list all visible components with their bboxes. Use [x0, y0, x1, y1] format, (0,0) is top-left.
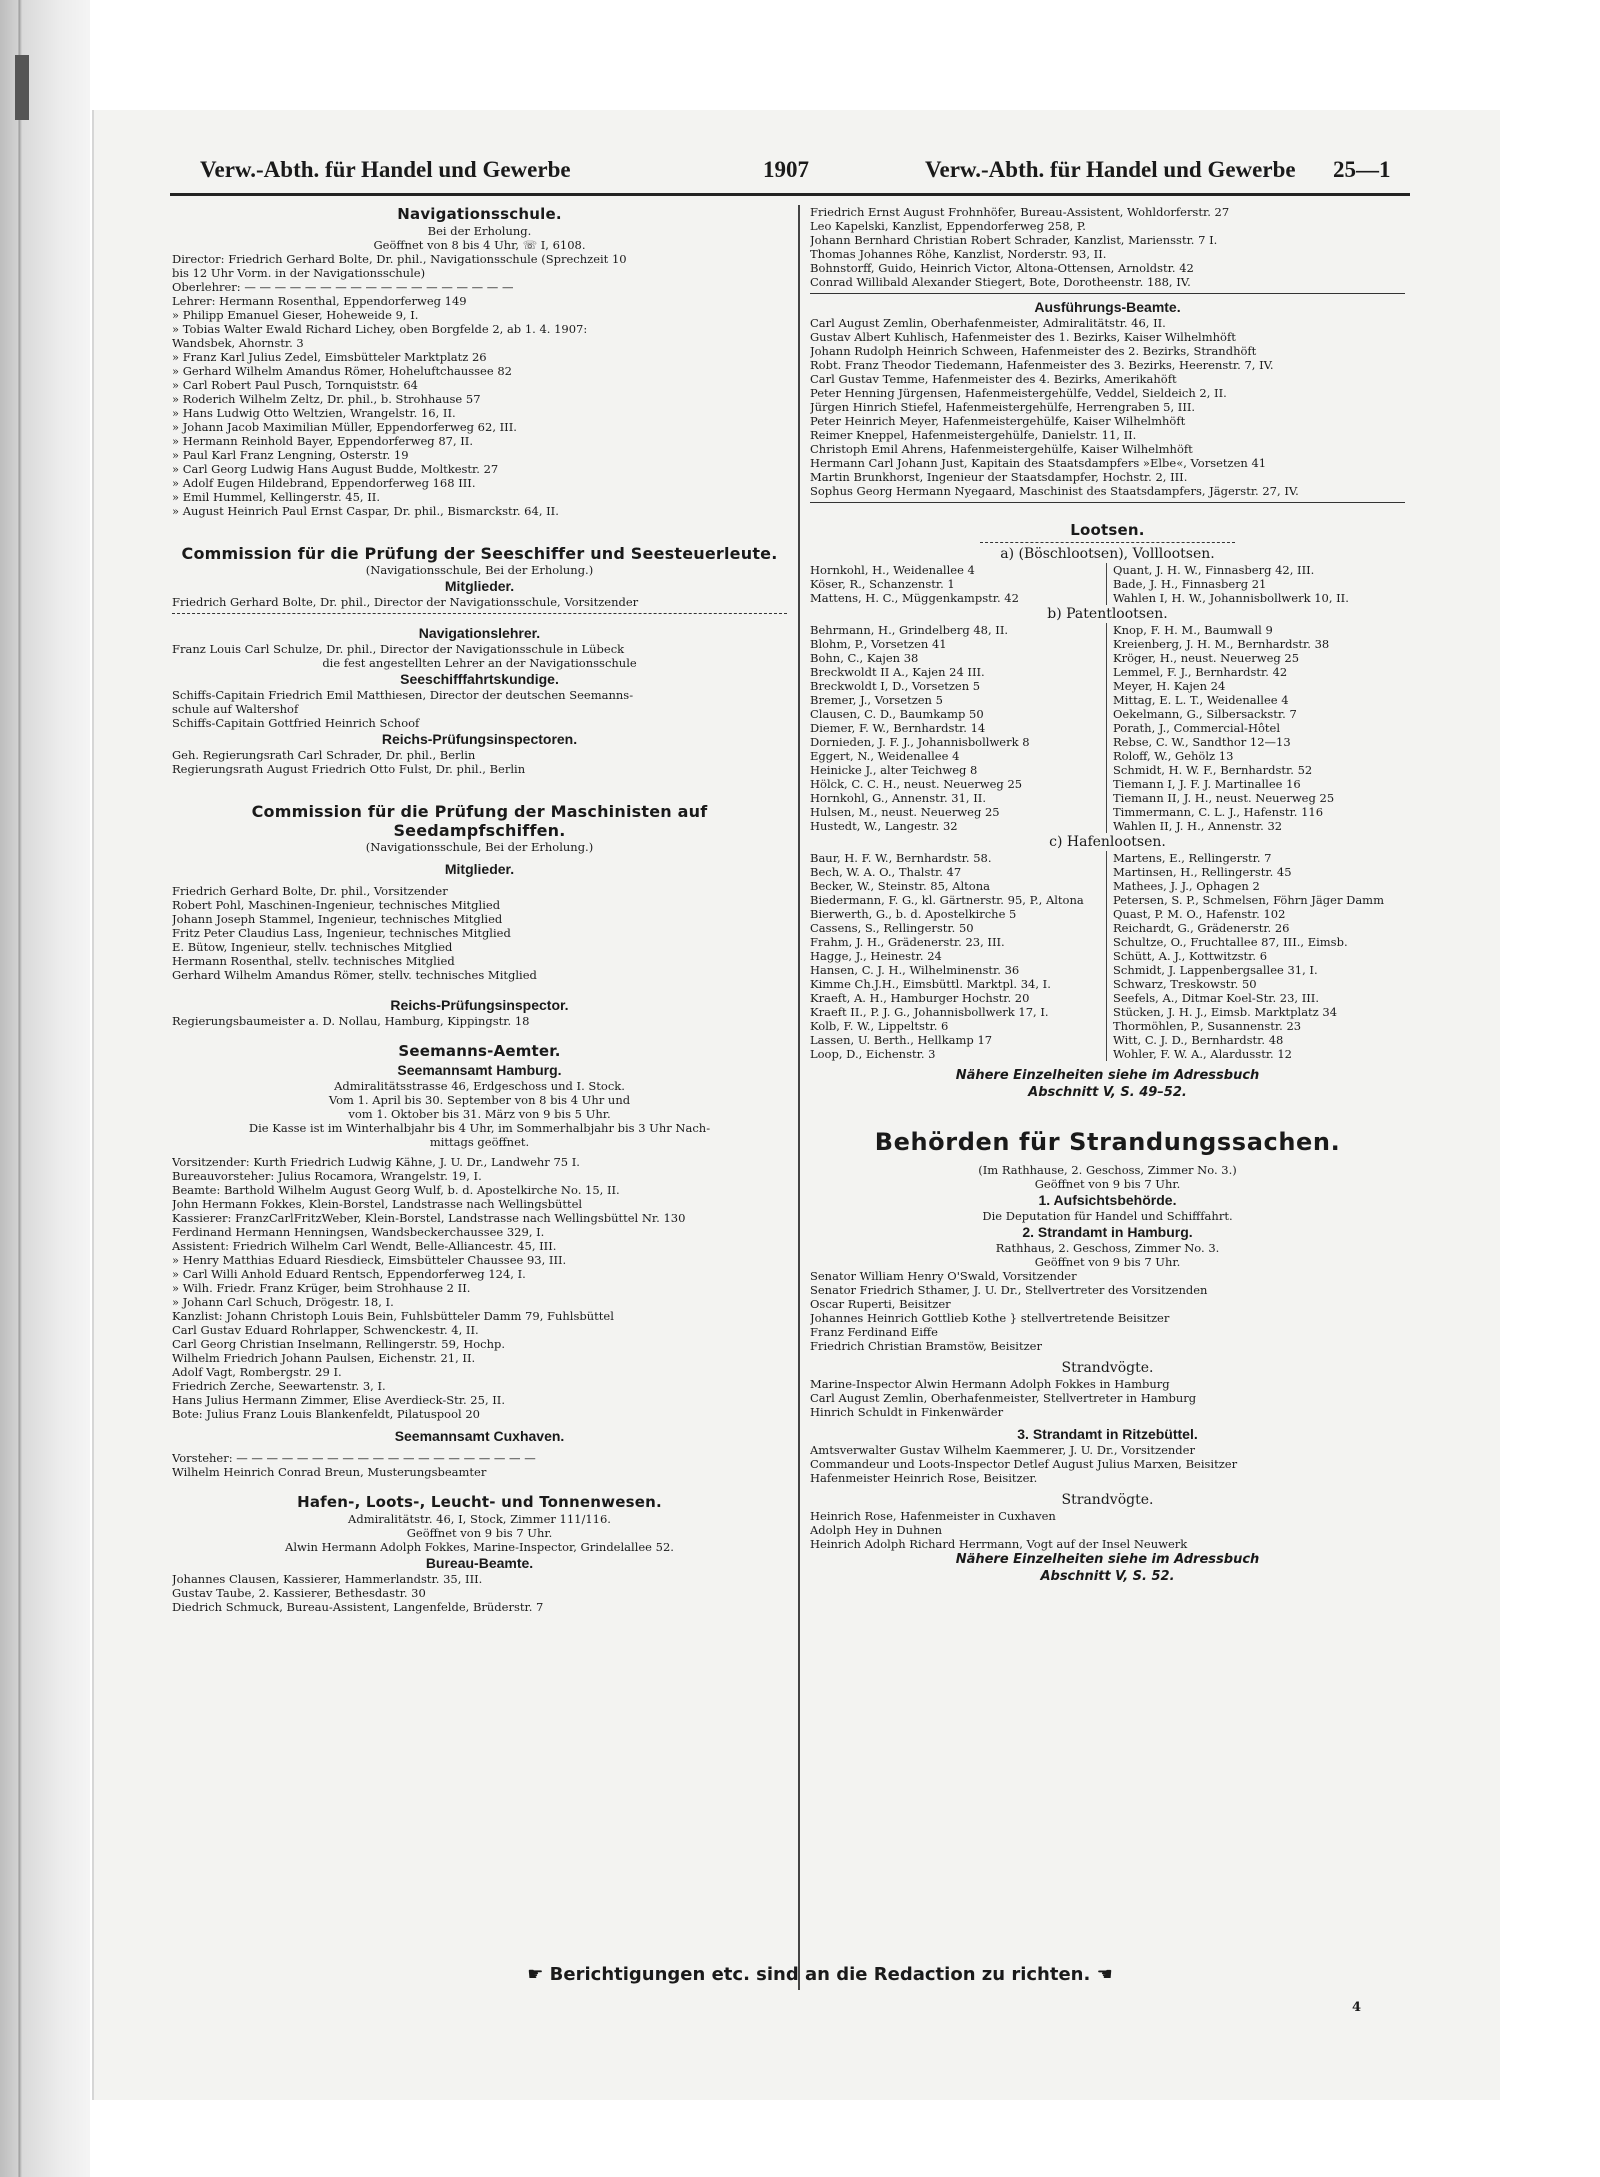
- footer-notice: ☛ Berichtigungen etc. sind an die Redaction zu richten. ☚: [527, 1964, 1113, 1985]
- info-line: Die Kasse ist im Winterhalbjahr bis 4 Uhr, im Sommerhalbjahr bis 3 Uhr Nach-: [248, 1121, 711, 1135]
- list-item: E. Bütow, Ingenieur, stellv. technisches Mitglied: [172, 940, 453, 954]
- bureau-beamte-title: Bureau-Beamte.: [425, 1555, 534, 1571]
- list-item: Johann Bernhard Christian Robert Schrader, Kanzlist, Mariensstr. 7 I.: [810, 233, 1218, 247]
- list-item: Johann Rudolph Heinrich Schween, Hafenmeister des 2. Bezirks, Strandhöft: [810, 344, 1257, 358]
- section-rule: [810, 293, 1405, 294]
- list-item: Kraeft II., P. J. G., Johannisbollwerk 17, I.: [810, 1005, 1049, 1019]
- list-item: Behrmann, H., Grindelberg 48, II.: [810, 623, 1009, 637]
- list-item: Knop, F. H. M., Baumwall 9: [1113, 623, 1273, 637]
- list-item: Witt, C. J. D., Bernhardstr. 48: [1113, 1033, 1284, 1047]
- list-item: Leo Kapelski, Kanzlist, Eppendorferweg 258, P.: [810, 219, 1086, 233]
- list-item: Tiemann II, J. H., neust. Neuerweg 25: [1113, 791, 1335, 805]
- list-item: Reimer Kneppel, Hafenmeistergehülfe, Danielstr. 11, II.: [810, 428, 1137, 442]
- info-line: Geöffnet von 9 bis 7 Uhr.: [1034, 1177, 1181, 1191]
- list-item: Carl August Zemlin, Oberhafenmeister, Admiralitätstr. 46, II.: [810, 316, 1166, 330]
- list-item: Wandsbek, Ahornstr. 3: [172, 336, 304, 350]
- list-item: » Emil Hummel, Kellingerstr. 45, II.: [172, 490, 380, 504]
- list-item: Petersen, S. P., Schmelsen, Föhrn Jäger Damm: [1113, 893, 1384, 907]
- list-item: Eggert, N., Weidenallee 4: [810, 749, 960, 763]
- seemannsamt-cuxhaven-title: Seemannsamt Cuxhaven.: [394, 1428, 565, 1444]
- list-item: Kraeft, A. H., Hamburger Hochstr. 20: [810, 991, 1030, 1005]
- list-item: Becker, W., Steinstr. 85, Altona: [810, 879, 990, 893]
- header-year: 1907: [763, 157, 809, 182]
- list-item: Schütt, A. J., Kottwitzstr. 6: [1113, 949, 1268, 963]
- list-item: schule auf Waltershof: [172, 702, 299, 716]
- list-item: Adolph Hey in Duhnen: [810, 1523, 943, 1537]
- list-item: Martin Brunkhorst, Ingenieur der Staatsdampfer, Hochstr. 2, III.: [810, 470, 1188, 484]
- page-number: 4: [1352, 2000, 1362, 2015]
- column-divider: [798, 205, 800, 1990]
- list-item: Kimme Ch.J.H., Eimsbüttl. Marktpl. 34, I.: [810, 977, 1051, 991]
- list-item: Martinsen, H., Rellingerstr. 45: [1113, 865, 1292, 879]
- commission-location: (Navigationsschule, Bei der Erholung.): [365, 563, 594, 577]
- list-item: Hustedt, W., Langestr. 32: [810, 819, 958, 833]
- list-item: Hagge, J., Heinestr. 24: [810, 949, 942, 963]
- list-item: Roloff, W., Gehölz 13: [1113, 749, 1234, 763]
- lootsen-note: Nähere Einzelheiten siehe im Adressbuch: [955, 1068, 1260, 1083]
- list-item: Quant, J. H. W., Finnasberg 42, III.: [1113, 563, 1315, 577]
- list-item: Dornieden, J. F. J., Johannisbollwerk 8: [810, 735, 1030, 749]
- list-item: Sophus Georg Hermann Nyegaard, Maschinist des Staatsdampfers, Jägerstr. 27, IV.: [810, 484, 1299, 498]
- list-item: Ferdinand Hermann Henningsen, Wandsbeckerchaussee 329, I.: [172, 1225, 545, 1239]
- list-item: Schmidt, J. Lappenbergsallee 31, I.: [1113, 963, 1318, 977]
- short-dashed-rule: [980, 542, 1235, 543]
- list-item: » Carl Georg Ludwig Hans August Budde, Moltkestr. 27: [172, 462, 499, 476]
- list-item: » Wilh. Friedr. Franz Krüger, beim Strohhause 2 II.: [172, 1281, 471, 1295]
- navlehrer-title: Navigationslehrer.: [418, 625, 541, 641]
- list-item: Bech, W. A. O., Thalstr. 47: [810, 865, 962, 879]
- list-item: Bohnstorff, Guido, Heinrich Victor, Altona-Ottensen, Arnoldstr. 42: [810, 261, 1194, 275]
- list-item: Mattens, H. C., Müggenkampstr. 42: [810, 591, 1019, 605]
- list-item: Fritz Peter Claudius Lass, Ingenieur, technisches Mitglied: [172, 926, 511, 940]
- binding-tab: [15, 55, 29, 120]
- list-item: Jürgen Hinrich Stiefel, Hafenmeistergehülfe, Herrengraben 5, III.: [810, 400, 1196, 414]
- ausfuehrungs-beamte-title: Ausführungs-Beamte.: [1034, 299, 1181, 315]
- strandamt-ritzebuettel-title: 3. Strandamt in Ritzebüttel.: [1017, 1426, 1198, 1442]
- info-line: Vom 1. April bis 30. September von 8 bis 4 Uhr und: [328, 1093, 631, 1107]
- hafenlootsen-table: [810, 851, 1405, 1061]
- list-item: Baur, H. F. W., Bernhardstr. 58.: [810, 851, 992, 865]
- list-item: Gustav Taube, 2. Kassierer, Bethesdastr. 30: [172, 1586, 426, 1600]
- book-binding: [0, 0, 90, 2177]
- list-item: John Hermann Fokkes, Klein-Borstel, Landstrasse nach Wellingsbüttel: [172, 1197, 583, 1211]
- list-item: Adolf Vagt, Rombergstr. 29 I.: [172, 1365, 342, 1379]
- nav-title: Navigationsschule.: [397, 205, 562, 223]
- list-item: Johannes Heinrich Gottlieb Kothe } stellvertretende Beisitzer: [810, 1311, 1170, 1325]
- list-item: Biedermann, F. G., kl. Gärtnerstr. 95, P., Altona: [810, 893, 1084, 907]
- list-item: Carl Gustav Eduard Rohrlapper, Schwenckestr. 4, II.: [172, 1323, 479, 1337]
- hafen-title: Hafen-, Loots-, Leucht- und Tonnenwesen.: [297, 1493, 662, 1511]
- list-item: Hulsen, M., neust. Neuerweg 25: [810, 805, 1000, 819]
- list-item: Oscar Ruperti, Beisitzer: [810, 1297, 951, 1311]
- list-item: Schiffs-Capitain Friedrich Emil Matthiesen, Director der deutschen Seemanns-: [172, 688, 634, 702]
- list-item: Thormöhlen, P., Susannenstr. 23: [1113, 1019, 1302, 1033]
- list-item: Frahm, J. H., Grädenerstr. 23, III.: [810, 935, 1005, 949]
- commission-maschinisten-title: Commission für die Prüfung der Maschinisten auf Seedampfschiffen.: [251, 802, 708, 840]
- list-item: Lemmel, F. J., Bernhardstr. 42: [1113, 665, 1288, 679]
- list-item: Carl August Zemlin, Oberhafenmeister, Stellvertreter in Hamburg: [810, 1391, 1197, 1405]
- list-item: Stücken, J. H. J., Eimsb. Marktplatz 34: [1113, 1005, 1338, 1019]
- list-item: Peter Henning Jürgensen, Hafenmeistergehülfe, Veddel, Sieldeich 2, II.: [810, 386, 1227, 400]
- header-right-title: Verw.-Abth. für Handel und Gewerbe: [925, 157, 1296, 182]
- list-item: » Franz Karl Julius Zedel, Eimsbütteler Marktplatz 26: [172, 350, 487, 364]
- strandvoegte-title: Strandvögte.: [1061, 1492, 1154, 1508]
- lootsen-title: Lootsen.: [1070, 521, 1145, 539]
- lootsen-note: Abschnitt V, S. 49–52.: [1028, 1085, 1187, 1100]
- list-item: » Henry Matthias Eduard Riesdieck, Eimsbütteler Chaussee 93, III.: [172, 1253, 567, 1267]
- list-item: Bremer, J., Vorsetzen 5: [810, 693, 943, 707]
- list-item: » August Heinrich Paul Ernst Caspar, Dr. phil., Bismarckstr. 64, II.: [172, 504, 559, 518]
- list-item: bis 12 Uhr Vorm. in der Navigationsschule): [172, 266, 426, 280]
- seeschiff-title: Seeschifffahrtskundige.: [400, 671, 559, 687]
- list-item: Hermann Rosenthal, stellv. technisches Mitglied: [172, 954, 455, 968]
- list-item: Vorsteher: — — — — — — — — — — — — — — — — — — — —: [172, 1451, 536, 1465]
- list-item: Cassens, S., Rellingerstr. 50: [810, 921, 974, 935]
- list-item: Marine-Inspector Alwin Hermann Adolph Fokkes in Hamburg: [810, 1377, 1170, 1391]
- list-item: Wahlen II, J. H., Annenstr. 32: [1113, 819, 1283, 833]
- list-item: Wahlen I, H. W., Johannisbollwerk 10, II.: [1113, 591, 1349, 605]
- list-item: Heinrich Rose, Hafenmeister in Cuxhaven: [810, 1509, 1056, 1523]
- list-item: Schultze, O., Fruchtallee 87, III., Eimsb.: [1113, 935, 1348, 949]
- list-item: Carl Georg Christian Inselmann, Rellingerstr. 59, Hochp.: [172, 1337, 506, 1351]
- list-item: Köser, R., Schanzenstr. 1: [810, 577, 955, 591]
- dashed-rule: [172, 613, 787, 614]
- list-item: Assistent: Friedrich Wilhelm Carl Wendt, Belle-Alliancestr. 45, III.: [172, 1239, 557, 1253]
- list-item: Clausen, C. D., Baumkamp 50: [810, 707, 984, 721]
- info-line: Admiralitätstr. 46, I, Stock, Zimmer 111/116.: [348, 1512, 611, 1526]
- list-item: Robert Pohl, Maschinen-Ingenieur, technisches Mitglied: [172, 898, 501, 912]
- list-item: Bohn, C., Kajen 38: [810, 651, 919, 665]
- list-item: die fest angestellten Lehrer an der Navigationsschule: [322, 656, 637, 670]
- info-line: vom 1. Oktober bis 31. März von 9 bis 5 Uhr.: [348, 1107, 611, 1121]
- list-item: Wohler, F. W. A., Alardusstr. 12: [1113, 1047, 1292, 1061]
- commission-location: (Navigationsschule, Bei der Erholung.): [365, 840, 594, 854]
- right-column: [810, 205, 1405, 1585]
- patentlootsen-table: [810, 623, 1405, 833]
- list-item: Lehrer: Hermann Rosenthal, Eppendorferweg 149: [172, 294, 467, 308]
- strandamt-hamburg-title: 2. Strandamt in Hamburg.: [1022, 1224, 1193, 1240]
- list-item: Gerhard Wilhelm Amandus Römer, stellv. technisches Mitglied: [172, 968, 537, 982]
- seemanns-aemter-title: Seemanns-Aemter.: [398, 1042, 561, 1060]
- list-item: Hans Julius Hermann Zimmer, Elise Averdieck-Str. 25, II.: [172, 1393, 505, 1407]
- nav-line: Bei der Erholung.: [427, 224, 532, 238]
- list-item: Peter Heinrich Meyer, Hafenmeistergehülfe, Kaiser Wilhelmhöft: [810, 414, 1186, 428]
- list-item: Franz Louis Carl Schulze, Dr. phil., Director der Navigationsschule in Lübeck: [172, 642, 625, 656]
- list-item: » Tobias Walter Ewald Richard Lichey, oben Borgfelde 2, ab 1. 4. 1907:: [172, 322, 588, 336]
- list-item: Bade, J. H., Finnasberg 21: [1113, 577, 1267, 591]
- list-item: Conrad Willibald Alexander Stiegert, Bote, Dorotheenstr. 188, IV.: [810, 275, 1191, 289]
- nav-line: Geöffnet von 8 bis 4 Uhr, ☏ I, 6108.: [373, 238, 586, 252]
- hafenlootsen-title: c) Hafenlootsen.: [1049, 834, 1166, 850]
- list-item: Regierungsrath August Friedrich Otto Fulst, Dr. phil., Berlin: [172, 762, 526, 776]
- list-item: Lassen, U. Berth., Hellkamp 17: [810, 1033, 993, 1047]
- list-item: Christoph Emil Ahrens, Hafenmeistergehülfe, Kaiser Wilhelmhöft: [810, 442, 1193, 456]
- list-item: » Carl Robert Paul Pusch, Tornquiststr. 64: [172, 378, 418, 392]
- list-item: Oekelmann, G., Silbersackstr. 7: [1113, 707, 1297, 721]
- list-item: Hermann Carl Johann Just, Kapitain des Staatsdampfers »Elbe«, Vorsetzen 41: [810, 456, 1267, 470]
- info-line: Rathhaus, 2. Geschoss, Zimmer No. 3.: [995, 1241, 1220, 1255]
- info-line: mittags geöffnet.: [429, 1135, 530, 1149]
- seemannsamt-hamburg-title: Seemannsamt Hamburg.: [397, 1062, 562, 1078]
- list-item: Mathees, J. J., Ophagen 2: [1113, 879, 1260, 893]
- list-item: Senator Friedrich Sthamer, J. U. Dr., Stellvertreter des Vorsitzenden: [810, 1283, 1208, 1297]
- list-item: Bierwerth, G., b. d. Apostelkirche 5: [810, 907, 1017, 921]
- info-line: (Im Rathhause, 2. Geschoss, Zimmer No. 3.): [978, 1163, 1237, 1177]
- list-item: Commandeur und Loots-Inspector Detlef August Julius Marxen, Beisitzer: [810, 1457, 1238, 1471]
- list-item: Reichardt, G., Grädenerstr. 26: [1113, 921, 1290, 935]
- list-item: Die Deputation für Handel und Schifffahrt.: [982, 1209, 1233, 1223]
- list-item: Vorsitzender: Kurth Friedrich Ludwig Kähne, J. U. Dr., Landwehr 75 I.: [172, 1155, 580, 1169]
- list-item: » Hermann Reinhold Bayer, Eppendorferweg 87, II.: [172, 434, 474, 448]
- info-line: Geöffnet von 9 bis 7 Uhr.: [1034, 1255, 1181, 1269]
- list-item: Schwarz, Treskowstr. 50: [1113, 977, 1257, 991]
- list-item: Timmermann, C. L. J., Hafenstr. 116: [1113, 805, 1324, 819]
- list-item: Loop, D., Eichenstr. 3: [810, 1047, 936, 1061]
- list-item: Wilhelm Friedrich Johann Paulsen, Eichenstr. 21, II.: [172, 1351, 476, 1365]
- list-item: Heinrich Adolph Richard Herrmann, Vogt auf der Insel Neuwerk: [810, 1537, 1188, 1551]
- list-item: » Hans Ludwig Otto Weltzien, Wrangelstr. 16, II.: [172, 406, 456, 420]
- info-line: Geöffnet von 9 bis 7 Uhr.: [406, 1526, 553, 1540]
- running-header: [200, 157, 1425, 189]
- list-item: Hölck, C. C. H., neust. Neuerweg 25: [810, 777, 1023, 791]
- list-item: Thomas Johannes Röhe, Kanzlist, Norderstr. 93, II.: [810, 247, 1107, 261]
- list-item: Blohm, P., Vorsetzen 41: [810, 637, 947, 651]
- list-item: Quast, P. M. O., Hafenstr. 102: [1113, 907, 1286, 921]
- list-item: Porath, J., Commercial-Hôtel: [1113, 721, 1281, 735]
- header-page-ref: 25—1: [1333, 157, 1391, 182]
- patentlootsen-title: b) Patentlootsen.: [1047, 606, 1168, 622]
- list-item: Diedrich Schmuck, Bureau-Assistent, Langenfelde, Brüderstr. 7: [172, 1600, 544, 1614]
- members-title: Mitglieder.: [444, 861, 515, 877]
- reichs-inspector-title: Reichs-Prüfungsinspector.: [390, 997, 569, 1013]
- list-item: Martens, E., Rellingerstr. 7: [1113, 851, 1272, 865]
- list-item: » Johann Carl Schuch, Drögestr. 18, I.: [172, 1295, 394, 1309]
- header-left-title: Verw.-Abth. für Handel und Gewerbe: [200, 157, 571, 182]
- list-item: Hornkohl, H., Weidenallee 4: [810, 563, 975, 577]
- reichs-inspectoren-title: Reichs-Prüfungsinspectoren.: [381, 731, 578, 747]
- list-item: Tiemann I, J. F. J. Martinallee 16: [1113, 777, 1301, 791]
- list-item: Seefels, A., Ditmar Koel-Str. 23, III.: [1113, 991, 1319, 1005]
- list-item: Franz Ferdinand Eiffe: [810, 1325, 938, 1339]
- list-item: Friedrich Gerhard Bolte, Dr. phil., Director der Navigationsschule, Vorsitzender: [172, 595, 639, 609]
- behoerden-note: Abschnitt V, S. 52.: [1040, 1569, 1175, 1584]
- list-item: Mittag, E. L. T., Weidenallee 4: [1113, 693, 1289, 707]
- list-item: Senator William Henry O'Swald, Vorsitzender: [810, 1269, 1077, 1283]
- list-item: Friedrich Ernst August Frohnhöfer, Bureau-Assistent, Wohldorferstr. 27: [810, 205, 1230, 219]
- list-item: Diemer, F. W., Bernhardstr. 14: [810, 721, 986, 735]
- list-item: Geh. Regierungsrath Carl Schrader, Dr. phil., Berlin: [172, 748, 476, 762]
- list-item: Wilhelm Heinrich Conrad Breun, Musterungsbeamter: [172, 1465, 487, 1479]
- aufsichtsbehoerde-title: 1. Aufsichtsbehörde.: [1038, 1192, 1177, 1208]
- list-item: » Philipp Emanuel Gieser, Hoheweide 9, I.: [172, 308, 419, 322]
- strandvoegte-title: Strandvögte.: [1061, 1360, 1154, 1376]
- list-item: Hornkohl, G., Annenstr. 31, II.: [810, 791, 986, 805]
- volllootsen-table: [810, 563, 1405, 605]
- behoerden-note: Nähere Einzelheiten siehe im Adressbuch: [955, 1552, 1260, 1567]
- nav-staff-list: [172, 252, 787, 518]
- list-item: » Paul Karl Franz Lengning, Osterstr. 19: [172, 448, 409, 462]
- list-item: Robt. Franz Theodor Tiedemann, Hafenmeister des 3. Bezirks, Heerenstr. 7, IV.: [810, 358, 1274, 372]
- header-rule: [170, 193, 1410, 196]
- list-item: Hinrich Schuldt in Finkenwärder: [810, 1405, 1004, 1419]
- list-item: » Johann Jacob Maximilian Müller, Eppendorferweg 62, III.: [172, 420, 517, 434]
- commission-seeschiffer-title: Commission für die Prüfung der Seeschiffer und Seesteuerleute.: [181, 544, 778, 563]
- list-item: Kreienberg, J. H. M., Bernhardstr. 38: [1113, 637, 1330, 651]
- list-item: Schmidt, H. W. F., Bernhardstr. 52: [1113, 763, 1313, 777]
- behoerden-title: Behörden für Strandungssachen.: [874, 1128, 1341, 1156]
- info-line: Admiralitätsstrasse 46, Erdgeschoss und I. Stock.: [334, 1079, 625, 1093]
- list-item: Amtsverwalter Gustav Wilhelm Kaemmerer, J. U. Dr., Vorsitzender: [810, 1443, 1195, 1457]
- list-item: Hansen, C. J. H., Wilhelminenstr. 36: [810, 963, 1020, 977]
- list-item: Director: Friedrich Gerhard Bolte, Dr. phil., Navigationsschule (Sprechzeit 10: [172, 252, 627, 266]
- section-rule: [810, 502, 1405, 503]
- list-item: » Roderich Wilhelm Zeltz, Dr. phil., b. Strohhause 57: [172, 392, 481, 406]
- list-item: Gustav Albert Kuhlisch, Hafenmeister des 1. Bezirks, Kaiser Wilhelmhöft: [810, 330, 1236, 344]
- list-item: Oberlehrer: — — — — — — — — — — — — — — — — — —: [172, 280, 514, 294]
- list-item: Schiffs-Capitain Gottfried Heinrich Schoof: [172, 716, 420, 730]
- list-item: Bureauvorsteher: Julius Rocamora, Wrangelstr. 19, I.: [172, 1169, 482, 1183]
- list-item: Friedrich Christian Bramstöw, Beisitzer: [810, 1339, 1042, 1353]
- list-item: Meyer, H. Kajen 24: [1113, 679, 1226, 693]
- list-item: Kolb, F. W., Lippeltstr. 6: [810, 1019, 949, 1033]
- list-item: Carl Gustav Temme, Hafenmeister des 4. Bezirks, Amerikahöft: [810, 372, 1177, 386]
- info-line: Alwin Hermann Adolph Fokkes, Marine-Inspector, Grindelallee 52.: [285, 1540, 674, 1554]
- list-item: Friedrich Gerhard Bolte, Dr. phil., Vorsitzender: [172, 884, 448, 898]
- list-item: » Carl Willi Anhold Eduard Rentsch, Eppendorferweg 124, I.: [172, 1267, 526, 1281]
- list-item: » Adolf Eugen Hildebrand, Eppendorferweg 168 III.: [172, 476, 476, 490]
- left-column: [172, 205, 787, 1614]
- volllootsen-title: a) (Böschlootsen), Volllootsen.: [1000, 546, 1215, 562]
- list-item: Friedrich Zerche, Seewartenstr. 3, I.: [172, 1379, 386, 1393]
- list-item: Regierungsbaumeister a. D. Nollau, Hamburg, Kippingstr. 18: [172, 1014, 530, 1028]
- list-item: Johann Joseph Stammel, Ingenieur, technisches Mitglied: [172, 912, 503, 926]
- list-item: Hafenmeister Heinrich Rose, Beisitzer.: [810, 1471, 1038, 1485]
- list-item: Breckwoldt I, D., Vorsetzen 5: [810, 679, 981, 693]
- list-item: Kröger, H., neust. Neuerweg 25: [1113, 651, 1300, 665]
- list-item: Heinicke J., alter Teichweg 8: [810, 763, 978, 777]
- list-item: Kassierer: FranzCarlFritzWeber, Klein-Borstel, Landstrasse nach Wellingsbüttel Nr. 130: [172, 1211, 686, 1225]
- list-item: Johannes Clausen, Kassierer, Hammerlandstr. 35, III.: [172, 1572, 483, 1586]
- list-item: Rebse, C. W., Sandthor 12—13: [1113, 735, 1291, 749]
- list-item: Bote: Julius Franz Louis Blankenfeldt, Pilatuspool 20: [172, 1407, 480, 1421]
- list-item: Beamte: Barthold Wilhelm August Georg Wulf, b. d. Apostelkirche No. 15, II.: [172, 1183, 620, 1197]
- list-item: Kanzlist: Johann Christoph Louis Bein, Fuhlsbütteler Damm 79, Fuhlsbüttel: [172, 1309, 614, 1323]
- list-item: » Gerhard Wilhelm Amandus Römer, Hoheluftchaussee 82: [172, 364, 512, 378]
- members-title: Mitglieder.: [444, 578, 515, 594]
- list-item: Breckwoldt II A., Kajen 24 III.: [810, 665, 985, 679]
